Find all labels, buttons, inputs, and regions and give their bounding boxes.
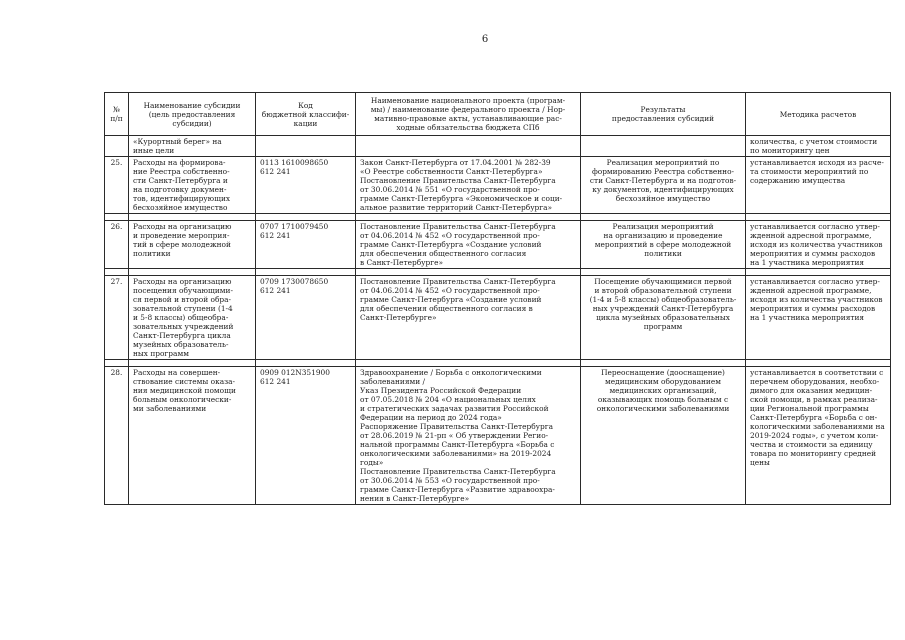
row-legal-acts-line: грамме Санкт-Петербурга «Создание условий [360, 295, 542, 304]
spacer-cell [256, 214, 356, 221]
row-num [105, 221, 129, 269]
row-calc-method-line: чества и стоимости за единицу [750, 440, 873, 449]
continuation-name-line: иные цели [133, 146, 175, 155]
row-results-line: Посещение обучающимися первой [594, 277, 732, 286]
row-budget-code [256, 221, 356, 269]
row-budget-code-line: 612 241 [260, 377, 291, 386]
header-method-line: Методика расчетов [779, 109, 857, 119]
row-legal-acts-line: от 04.06.2014 № 452 «О государственной про- [360, 231, 540, 240]
row-subsidy-name [129, 157, 256, 214]
row-subsidy-name [129, 367, 256, 505]
row-subsidy-name-line: ся первой и второй обра- [133, 295, 232, 304]
row-calc-method-line: та стоимости мероприятий по [750, 167, 869, 176]
continuation-name [129, 136, 256, 157]
row-results [581, 276, 746, 360]
row-results-line: сти Санкт-Петербурга и на подготов- [589, 176, 737, 185]
row-num [105, 157, 129, 214]
row-legal-acts-line: Постановление Правительства Санкт-Петербурга [360, 222, 556, 231]
row-calc-method [746, 367, 891, 505]
row-subsidy-name-line: тий в сфере молодежной [133, 240, 231, 249]
row-legal-acts-line: нальной программы Санкт-Петербурга «Борьба с [360, 440, 555, 449]
header-num-line: № [113, 105, 120, 114]
row-legal-acts-line: в Санкт-Петербурге» [360, 258, 444, 267]
spacer-cell [356, 214, 581, 221]
header-num [105, 93, 129, 136]
row-results [581, 221, 746, 269]
row-legal-acts-line: и стратегических задачах развития Российской [360, 404, 549, 413]
row-budget-code-line: 612 241 [260, 231, 291, 240]
spacer-cell [356, 269, 581, 276]
row-results-line: и второй образовательной ступени [594, 286, 732, 295]
row-legal-acts-line: от 07.05.2018 № 204 «О национальных целях [360, 395, 536, 404]
row-calc-method-line: кологическими заболеваниями на [750, 422, 885, 431]
row-results-line: бесхозяйное имущество [615, 194, 711, 203]
row-subsidy-name-line: Расходы на организацию [133, 277, 232, 286]
spacer-cell [581, 360, 746, 367]
row-results-line: онкологическими заболеваниями [596, 404, 730, 413]
row-calc-method-line: жденной адресной программе, [750, 231, 872, 240]
row-legal-acts [356, 221, 581, 269]
header-row [105, 93, 891, 136]
header-name-line: субсидии) [172, 118, 212, 128]
row-subsidy-name-line: ния медицинской помощи [133, 386, 236, 395]
row-legal-acts-line: Закон Санкт-Петербурга от 17.04.2001 № 282-39 [360, 158, 551, 167]
subsidies-table [104, 92, 891, 505]
row-subsidy-name [129, 276, 256, 360]
row-budget-code-line: 0909 012N351900 [260, 368, 330, 377]
row-subsidy-name-line: на подготовку докумен- [133, 185, 227, 194]
row-num-text: 26. [110, 222, 123, 231]
row-subsidy-name-line: музейных образователь- [133, 340, 229, 349]
row-subsidy-name-line: Санкт-Петербурга цикла [133, 331, 231, 340]
row-legal-acts [356, 157, 581, 214]
row-num-text: 28. [110, 368, 123, 377]
header-acts-line: Наименование национального проекта (програм- [370, 96, 566, 105]
spacer-cell [105, 214, 129, 221]
row-subsidy-name-line: зовательной ступени (1-4 [133, 304, 233, 313]
row-calc-method-line: исходя из количества участников [750, 240, 883, 249]
header-num-line: п/п [110, 114, 123, 123]
row-calc-method-line: товара по мониторингу средней [750, 449, 877, 458]
spacer-cell [746, 269, 891, 276]
spacer-cell [129, 214, 256, 221]
row-results-line: ку документов, идентифицирующих [592, 185, 734, 194]
row-legal-acts-line: от 04.06.2014 № 452 «О государственной про- [360, 286, 540, 295]
row-results-line: Реализация мероприятий [612, 222, 714, 231]
row-calc-method-line: исходя из количества участников [750, 295, 883, 304]
header-code-line: кации [293, 118, 318, 128]
row-subsidy-name-line: Расходы на организацию [133, 222, 232, 231]
row-legal-acts-line: от 30.06.2014 № 551 «О государственной про- [360, 185, 540, 194]
row-legal-acts-line: Здравоохранение / Борьба с онкологическими [360, 368, 542, 377]
row-calc-method-line: мероприятия и суммы расходов [750, 304, 876, 313]
row-calc-method-line: ции Региональной программы [750, 404, 869, 413]
row-legal-acts-line: годы» [360, 458, 384, 467]
spacer-cell [105, 360, 129, 367]
spacer-cell [746, 214, 891, 221]
row-legal-acts-line: альное развитие территорий Санкт-Петербурга» [360, 203, 553, 212]
row-calc-method [746, 221, 891, 269]
header-results [581, 93, 746, 136]
row-subsidy-name [129, 221, 256, 269]
header-acts-line: ходные обязательства бюджета СПб [396, 123, 540, 132]
page-number: 6 [481, 34, 489, 45]
row-legal-acts-line: грамме Санкт-Петербурга «Экономическое и соци- [360, 194, 563, 203]
row-results-line: (1-4 и 5-8 классы) общеобразователь- [589, 295, 737, 304]
spacer-cell [256, 360, 356, 367]
row-budget-code-line: 0113 1610098650 [260, 158, 329, 167]
continuation-method-line: по мониторингу цен [750, 146, 830, 155]
continuation-row [105, 136, 891, 157]
row-num [105, 367, 129, 505]
row-spacer [105, 214, 891, 221]
header-code [256, 93, 356, 136]
row-subsidy-name-line: политики [133, 249, 171, 258]
row-budget-code [256, 157, 356, 214]
header-name-line: Наименование субсидии [143, 100, 241, 110]
row-legal-acts-line: «О Реестре собственности Санкт-Петербурга» [360, 167, 543, 176]
row-subsidy-name-line: Расходы на формирова- [133, 158, 226, 167]
continuation-name-line: «Курортный берег» на [133, 137, 222, 146]
row-calc-method-line: устанавливается согласно утвер- [750, 277, 880, 286]
spacer-cell [105, 269, 129, 276]
row-subsidy-name-line: сти Санкт-Петербурга и [133, 176, 228, 185]
row-calc-method-line: мероприятия и суммы расходов [750, 249, 876, 258]
continuation-method-line: количества, с учетом стоимости [750, 137, 878, 146]
row-subsidy-name-line: посещения обучающими- [133, 286, 233, 295]
row-results [581, 157, 746, 214]
row-legal-acts-line: для обеспечения общественного согласия в [360, 304, 533, 313]
row-subsidy-name-line: тов, идентифицирующих [133, 194, 231, 203]
row-subsidy-name-line: ствование системы оказа- [133, 377, 236, 386]
row-calc-method-line: перечнем оборудования, необхо- [750, 377, 880, 386]
row-legal-acts-line: Постановление Правительства Санкт-Петербурга [360, 176, 556, 185]
row-legal-acts [356, 276, 581, 360]
row-results-line: мероприятий в сфере молодежной [594, 240, 732, 249]
row-calc-method-line: устанавливается в соответствии с [750, 368, 884, 377]
row-legal-acts-line: онкологическими заболеваниями» на 2019-2024 [360, 449, 552, 458]
row-calc-method [746, 157, 891, 214]
row-results-line: оказывающих помощь больным с [597, 395, 729, 404]
continuation-results [581, 136, 746, 157]
row-num [105, 276, 129, 360]
row-legal-acts-line: Федерации на период до 2024 года» [360, 413, 502, 422]
continuation-num [105, 136, 129, 157]
row-calc-method-line: 2019-2024 годы», с учетом коли- [750, 431, 879, 440]
header-code-line: бюджетной классифи- [261, 109, 350, 119]
row-legal-acts-line: Постановление Правительства Санкт-Петербурга [360, 277, 556, 286]
row-results-line: ных учреждений Санкт-Петербурга [592, 304, 734, 313]
row-budget-code-line: 612 241 [260, 167, 291, 176]
spacer-cell [129, 269, 256, 276]
row-legal-acts-line: Санкт-Петербурге» [360, 313, 437, 322]
spacer-cell [356, 360, 581, 367]
spacer-cell [129, 360, 256, 367]
row-legal-acts-line: заболеваниями / [360, 377, 426, 386]
row-calc-method-line: устанавливается исходя из расче- [750, 158, 884, 167]
row-subsidy-name-line: и проведение мероприя- [133, 231, 230, 240]
row-spacer [105, 360, 891, 367]
table-row [105, 157, 891, 214]
row-legal-acts [356, 367, 581, 505]
row-budget-code-line: 0709 1730078650 [260, 277, 329, 286]
header-code-line: Код [298, 100, 313, 110]
row-subsidy-name-line: ние Реестра собственно- [133, 167, 230, 176]
header-method [746, 93, 891, 136]
row-legal-acts-line: Распоряжение Правительства Санкт-Петербурга [360, 422, 554, 431]
row-legal-acts-line: для обеспечения общественного согласия [360, 249, 527, 258]
header-acts-line: мы) / наименование федерального проекта / Нор- [370, 105, 566, 114]
row-calc-method-line: на 1 участника мероприятия [750, 258, 865, 267]
row-results-line: цикла музейных образовательных [596, 313, 730, 322]
row-results-line: Реализация мероприятий по [606, 158, 720, 167]
table-row [105, 276, 891, 360]
row-calc-method-line: Санкт-Петербурга «Борьба с он- [750, 413, 878, 422]
continuation-acts [356, 136, 581, 157]
continuation-code [256, 136, 356, 157]
row-calc-method-line: ской помощи, в рамках реализа- [750, 395, 878, 404]
spacer-cell [581, 269, 746, 276]
spacer-cell [581, 214, 746, 221]
header-acts [356, 93, 581, 136]
row-results-line: формированию Реестра собственно- [591, 167, 735, 176]
row-subsidy-name-line: ми заболеваниями [133, 404, 207, 413]
header-name-line: (цель предоставления [148, 109, 236, 119]
row-subsidy-name-line: Расходы на совершен- [133, 368, 221, 377]
row-legal-acts-line: нения в Санкт-Петербурге» [360, 494, 470, 503]
row-num-text: 27. [110, 277, 123, 286]
row-legal-acts-line: от 30.06.2014 № 553 «О государственной про- [360, 476, 540, 485]
row-results-line: медицинским оборудованием [605, 377, 721, 386]
header-results-line: предоставления субсидий [611, 114, 715, 123]
header-results-line: Результаты [640, 105, 686, 114]
row-calc-method-line: устанавливается согласно утвер- [750, 222, 880, 231]
row-legal-acts-line: от 28.06.2019 № 21-рп « Об утверждении Регио- [360, 431, 549, 440]
table-row [105, 221, 891, 269]
row-results-line: политики [644, 249, 682, 258]
row-budget-code-line: 0707 1710079450 [260, 222, 329, 231]
row-results-line: медицинских организаций, [609, 386, 717, 395]
header-acts-line: мативно-правовые акты, устанавливающие рас- [374, 114, 562, 123]
continuation-method [746, 136, 891, 157]
row-subsidy-name-line: больным онкологически- [133, 395, 232, 404]
row-calc-method-line: цены [750, 458, 770, 467]
row-legal-acts-line: грамме Санкт-Петербурга «Развитие здравоохра- [360, 485, 555, 494]
row-results [581, 367, 746, 505]
row-results-line: на организацию и проведение [603, 231, 723, 240]
header-name [129, 93, 256, 136]
row-spacer [105, 269, 891, 276]
row-legal-acts-line: грамме Санкт-Петербурга «Создание условий [360, 240, 542, 249]
row-subsidy-name-line: бесхозяйное имущество [133, 203, 228, 212]
row-calc-method-line: димого для оказания медицин- [750, 386, 873, 395]
row-calc-method-line: на 1 участника мероприятия [750, 313, 865, 322]
row-subsidy-name-line: и 5-8 классы) общеобра- [133, 313, 229, 322]
row-budget-code [256, 367, 356, 505]
row-budget-code [256, 276, 356, 360]
row-calc-method-line: жденной адресной программе, [750, 286, 872, 295]
table-row [105, 367, 891, 505]
row-results-line: программ [643, 322, 683, 331]
spacer-cell [256, 269, 356, 276]
row-legal-acts-line: Постановление Правительства Санкт-Петербурга [360, 467, 556, 476]
row-num-text: 25. [110, 158, 123, 167]
row-calc-method [746, 276, 891, 360]
row-results-line: Переоснащение (дооснащение) [601, 368, 725, 377]
row-subsidy-name-line: зовательных учреждений [133, 322, 234, 331]
row-calc-method-line: содержанию имущества [750, 176, 846, 185]
spacer-cell [746, 360, 891, 367]
row-legal-acts-line: Указ Президента Российской Федерации [360, 386, 522, 395]
row-subsidy-name-line: ных программ [133, 349, 189, 358]
row-budget-code-line: 612 241 [260, 286, 291, 295]
